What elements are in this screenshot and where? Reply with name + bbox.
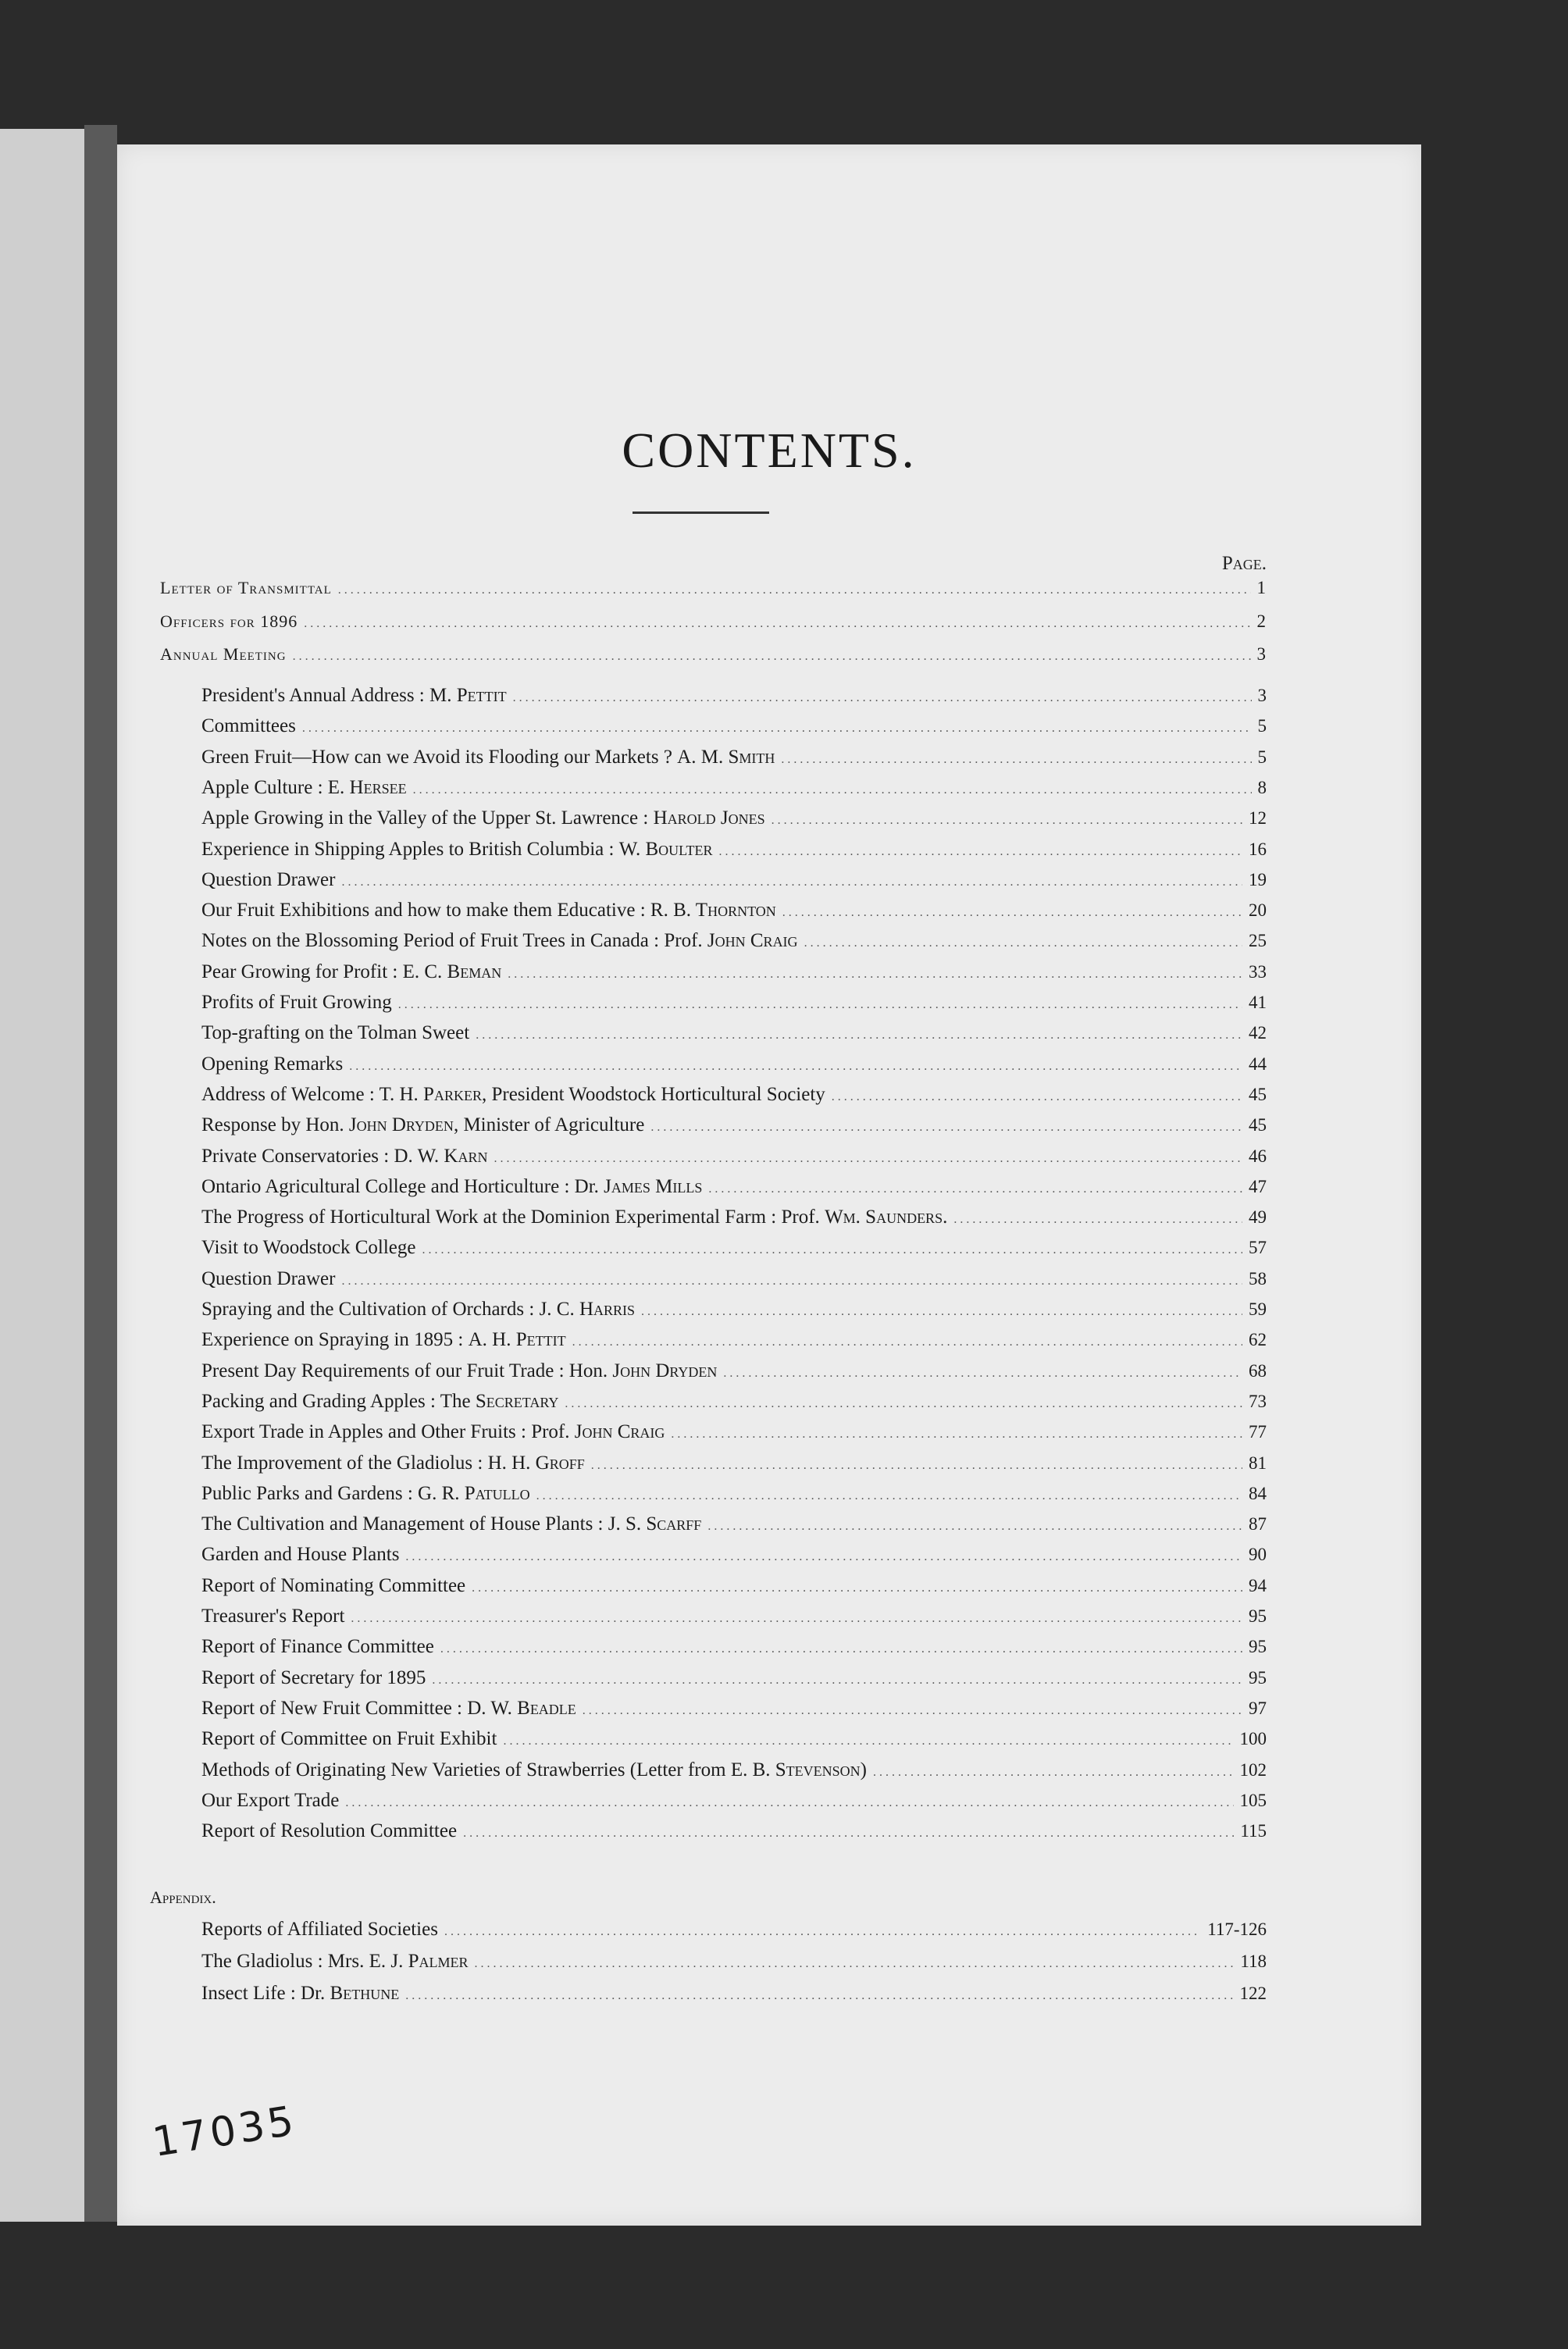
dot-leader (476, 1028, 1242, 1043)
toc-entry-text: Address of Welcome : T. H. (201, 1084, 424, 1105)
toc-entry-author: John Dryden (348, 1114, 454, 1135)
toc-entry (201, 1453, 1267, 1481)
toc-entry-page-number: 73 (1249, 1392, 1267, 1411)
dot-leader (474, 1957, 1234, 1971)
toc-entry (201, 1483, 1267, 1511)
toc-entry-title (201, 1207, 947, 1228)
dot-leader (293, 650, 1251, 664)
title-divider (633, 512, 769, 514)
dot-leader (405, 1550, 1242, 1564)
toc-entry-author: D. W. Karn (394, 1146, 488, 1167)
toc-entry-text: Report of New Fruit Committee : (201, 1698, 468, 1719)
dot-leader (440, 1642, 1242, 1656)
dot-leader (513, 691, 1252, 705)
toc-entry-title (201, 715, 296, 737)
dot-leader (302, 722, 1252, 736)
toc-entry (201, 1698, 1267, 1726)
toc-entry-page-number: 97 (1249, 1698, 1267, 1718)
toc-entry-title (160, 644, 287, 665)
toc-entry-text: Visit to Woodstock College (201, 1237, 416, 1258)
toc-entry (201, 839, 1267, 867)
toc-entry-page-number: 8 (1257, 778, 1267, 797)
toc-entry-text: Report of Secretary for 1895 (201, 1667, 426, 1688)
toc-entry-page-number: 3 (1257, 686, 1267, 705)
toc-entry-page-number: 122 (1239, 1984, 1267, 2003)
toc-entry-author: E. Hersee (327, 777, 407, 798)
contents-page (117, 144, 1421, 2226)
toc-entry-page-number: 84 (1249, 1484, 1267, 1503)
toc-entry-author: John Dryden (612, 1360, 718, 1381)
dot-leader (503, 1734, 1233, 1748)
toc-entry-author: Wm. Saunders. (825, 1207, 948, 1228)
handwritten-note: 17035 (149, 2097, 300, 2167)
toc-entry-title (201, 1606, 344, 1627)
toc-entry-page-number: 46 (1249, 1146, 1267, 1166)
toc-entry-author: R. B. Thornton (650, 900, 776, 921)
toc-entry (201, 1114, 1267, 1142)
dot-leader (341, 875, 1242, 889)
dot-leader (413, 783, 1252, 797)
dot-leader (304, 617, 1250, 631)
dot-leader (782, 906, 1242, 920)
toc-entry (201, 1299, 1267, 1327)
toc-entry-page-number: 47 (1249, 1177, 1267, 1196)
toc-entry-text: Experience on Spraying in 1895 : (201, 1329, 469, 1350)
toc-entry (201, 1268, 1267, 1296)
toc-entry-page-number: 100 (1239, 1729, 1267, 1748)
toc-entry-author: John Craig (707, 930, 798, 951)
toc-entry-text: Response by Hon. (201, 1114, 349, 1135)
toc-entry (201, 900, 1267, 928)
toc-entry-page-number: 12 (1249, 808, 1267, 828)
toc-entry-title (201, 685, 507, 707)
toc-entry-text: The Gladiolus : Mrs. (201, 1951, 369, 1972)
toc-entry-page-number: 41 (1249, 993, 1267, 1012)
toc-entry-text: Treasurer's Report (201, 1606, 345, 1627)
toc-entry (201, 685, 1267, 713)
toc-entry-title (201, 1820, 457, 1842)
toc-entry-author: Bethune (330, 1983, 400, 2004)
toc-entry-author: John Craig (574, 1421, 665, 1442)
toc-entry-page-number: 42 (1249, 1023, 1267, 1043)
toc-entry-title (201, 1951, 468, 1973)
toc-entry (201, 1575, 1267, 1603)
toc-entry-text: Our Export Trade (201, 1790, 340, 1811)
toc-entry-text: Garden and House Plants (201, 1544, 400, 1565)
toc-entry-title (201, 1084, 825, 1106)
toc-entry-page-number: 90 (1249, 1545, 1267, 1564)
toc-entry-text: Experience in Shipping Apples to British Columbia : (201, 839, 619, 860)
dot-leader (349, 1060, 1242, 1074)
toc-entry-title (201, 1453, 585, 1474)
toc-entry-author: E. J. Palmer (369, 1951, 469, 1972)
toc-entry-text: Top-grafting on the Tolman Sweet (201, 1022, 470, 1043)
toc-entry-text: The Cultivation and Management of House Plants : (201, 1513, 608, 1535)
dot-leader (341, 1274, 1242, 1289)
toc-entry-page-number: 19 (1249, 870, 1267, 889)
toc-entry (160, 578, 1267, 603)
dot-leader (565, 1397, 1242, 1411)
dot-leader (422, 1243, 1243, 1257)
toc-entry-title (201, 1146, 487, 1167)
toc-entry (201, 1053, 1267, 1082)
toc-entry-text: Apple Culture : (201, 777, 328, 798)
toc-entry-text: Annual Meeting (160, 644, 287, 664)
toc-entry-page-number: 105 (1239, 1791, 1267, 1810)
toc-entry-text: Our Fruit Exhibitions and how to make them Educative : (201, 900, 650, 921)
dot-leader (650, 1121, 1242, 1135)
toc-entry (201, 1951, 1267, 1979)
toc-entry-page-number: 68 (1249, 1361, 1267, 1381)
dot-leader (463, 1827, 1234, 1841)
toc-entry-text: Methods of Originating New Varieties of Strawberries (Letter from E. B. (201, 1759, 775, 1780)
toc-entry (201, 1919, 1267, 1947)
toc-entry (201, 1084, 1267, 1112)
toc-entry-text: Opening Remarks (201, 1053, 344, 1075)
toc-entry-text: Question Drawer (201, 1268, 336, 1289)
toc-entry-title (201, 747, 775, 768)
dot-leader (351, 1612, 1242, 1626)
toc-entry-text: Question Drawer (201, 869, 336, 890)
dot-leader (472, 1581, 1242, 1595)
dot-leader (804, 936, 1242, 950)
dot-leader (719, 845, 1242, 859)
toc-entry-page-number: 5 (1257, 716, 1267, 736)
dot-leader (641, 1305, 1242, 1319)
toc-entry (201, 1176, 1267, 1204)
toc-entry-title (201, 1237, 416, 1259)
toc-entry-title (201, 1667, 426, 1689)
toc-entry-suffix: , President Woodstock Horticultural Society (481, 1084, 825, 1105)
dot-leader (536, 1489, 1242, 1503)
toc-entry (201, 1606, 1267, 1634)
toc-entry-title (201, 869, 335, 891)
toc-entry (201, 807, 1267, 836)
toc-entry-text: Export Trade in Apples and Other Fruits : Prof. (201, 1421, 575, 1442)
toc-entry-page-number: 59 (1249, 1299, 1267, 1319)
toc-entry-author: H. H. Groff (487, 1453, 585, 1474)
toc-entry-page-number: 57 (1249, 1238, 1267, 1257)
toc-entry-title (201, 1053, 343, 1075)
toc-entry-page-number: 118 (1240, 1952, 1267, 1971)
toc-entry-text: Present Day Requirements of our Fruit Trade : Hon. (201, 1360, 613, 1381)
toc-entry (201, 1544, 1267, 1572)
toc-entry-page-number: 33 (1249, 962, 1267, 982)
toc-entry-title (201, 1544, 399, 1566)
toc-entry-title (201, 1268, 335, 1290)
toc-entry-text: Packing and Grading Apples : The (201, 1391, 476, 1412)
toc-entry-title (201, 1360, 717, 1382)
toc-entry-page-number: 44 (1249, 1054, 1267, 1074)
toc-entry-text: The Progress of Horticultural Work at the Dominion Experimental Farm : Prof. (201, 1207, 825, 1228)
toc-entry-author: A. M. Smith (677, 747, 775, 768)
dot-leader (432, 1674, 1242, 1688)
toc-entry-page-number: 3 (1256, 644, 1267, 664)
toc-entry-text: The Improvement of the Gladiolus : (201, 1453, 488, 1474)
toc-entry-title (201, 1391, 558, 1413)
toc-entry-page-number: 16 (1249, 839, 1267, 859)
toc-entry-author: D. W. Beadle (467, 1698, 576, 1719)
toc-entry-author: E. C. Beman (402, 961, 502, 982)
book-spine (84, 125, 117, 2222)
toc-entry (201, 1513, 1267, 1542)
toc-entry-text: Committees (201, 715, 296, 736)
toc-entry (201, 715, 1267, 743)
toc-entry-author: Harold Jones (653, 807, 765, 829)
toc-entry-title (201, 930, 798, 952)
toc-entry (201, 1360, 1267, 1388)
dot-leader (398, 998, 1242, 1012)
facing-page-edge (0, 129, 94, 2222)
toc-entry-title (160, 578, 332, 598)
dot-leader (572, 1335, 1242, 1349)
toc-entry-text: Private Conservatories : (201, 1146, 394, 1167)
toc-entry-title (201, 1483, 530, 1505)
toc-entry (201, 1636, 1267, 1664)
toc-entry (201, 1391, 1267, 1419)
toc-entry (201, 1146, 1267, 1174)
toc-entry-author: M. Pettit (429, 685, 507, 706)
toc-entry-suffix: ) (860, 1759, 867, 1780)
toc-entry-title (201, 777, 407, 799)
toc-entry-text: Apple Growing in the Valley of the Upper St. Lawrence : (201, 807, 654, 829)
appendix-heading: Appendix. (150, 1887, 216, 1907)
toc-entry-page-number: 49 (1249, 1207, 1267, 1227)
toc-entry (201, 961, 1267, 989)
toc-entry-author: J. S. Scarff (608, 1513, 702, 1535)
toc-entry-author: A. H. Pettit (468, 1329, 566, 1350)
toc-entry-page-number: 20 (1249, 900, 1267, 920)
dot-leader (583, 1704, 1242, 1718)
toc-entry-text: Pear Growing for Profit : (201, 961, 403, 982)
toc-entry-page-number: 45 (1249, 1085, 1267, 1104)
dot-leader (671, 1428, 1242, 1442)
toc-entry-text: President's Annual Address : (201, 685, 429, 706)
toc-entry-author: Secretary (475, 1391, 559, 1412)
toc-entry-page-number: 95 (1249, 1637, 1267, 1656)
toc-entry-page-number: 77 (1249, 1422, 1267, 1442)
toc-entry-page-number: 45 (1249, 1115, 1267, 1135)
toc-entry-page-number: 5 (1257, 747, 1267, 767)
toc-entry-title (201, 1698, 576, 1720)
toc-entry-title (201, 807, 765, 829)
toc-entry-title (201, 900, 776, 921)
toc-entry (201, 1728, 1267, 1756)
dot-leader (345, 1796, 1233, 1810)
toc-entry-page-number: 81 (1249, 1453, 1267, 1473)
toc-entry-text: Report of Finance Committee (201, 1636, 434, 1657)
toc-entry (201, 747, 1267, 775)
toc-entry-title (201, 1575, 465, 1597)
toc-entry-page-number: 95 (1249, 1606, 1267, 1626)
dot-leader (953, 1213, 1242, 1227)
toc-entry-page-number: 115 (1240, 1821, 1267, 1841)
toc-entry-text: Green Fruit—How can we Avoid its Flooding our Markets ? (201, 747, 678, 768)
dot-leader (873, 1766, 1234, 1780)
dot-leader (723, 1367, 1242, 1381)
toc-entry (160, 611, 1267, 636)
toc-entry-page-number: 1 (1256, 578, 1267, 597)
toc-entry-title (160, 611, 298, 632)
toc-entry-text: Notes on the Blossoming Period of Fruit Trees in Canada : Prof. (201, 930, 707, 951)
toc-entry-text: Reports of Affiliated Societies (201, 1919, 438, 1940)
toc-entry (201, 1759, 1267, 1788)
page-column-header: Page. (1221, 553, 1267, 574)
toc-entry-title (201, 1759, 867, 1781)
dot-leader (591, 1459, 1242, 1473)
toc-entry-page-number: 2 (1256, 611, 1267, 631)
toc-entry-title (201, 1919, 438, 1941)
toc-entry-text: Report of Resolution Committee (201, 1820, 458, 1841)
toc-entry-page-number: 95 (1249, 1668, 1267, 1688)
dot-leader (781, 753, 1251, 767)
toc-entry-page-number: 25 (1249, 931, 1267, 950)
toc-entry-title (201, 1790, 339, 1812)
toc-entry (201, 1820, 1267, 1848)
toc-entry-page-number: 102 (1239, 1760, 1267, 1780)
toc-entry-title (201, 1329, 566, 1351)
toc-entry-title (201, 1513, 701, 1535)
toc-entry-page-number: 62 (1249, 1330, 1267, 1349)
toc-entry-title (201, 1728, 497, 1750)
toc-entry-text: Profits of Fruit Growing (201, 992, 392, 1013)
toc-entry (201, 930, 1267, 958)
toc-entry (160, 644, 1267, 669)
toc-entry-author: James Mills (604, 1176, 703, 1197)
toc-entry-title (201, 992, 392, 1014)
toc-entry-text: Insect Life : Dr. (201, 1983, 330, 2004)
dot-leader (772, 814, 1242, 828)
toc-entry-title (201, 1636, 434, 1658)
toc-entry (201, 1667, 1267, 1695)
toc-entry-text: Report of Committee on Fruit Exhibit (201, 1728, 497, 1749)
toc-entry-text: Letter of Transmittal (160, 578, 332, 597)
toc-entry (201, 869, 1267, 897)
toc-entry-page-number: 117-126 (1207, 1919, 1267, 1939)
toc-entry-title (201, 1176, 702, 1198)
toc-entry-title (201, 1114, 644, 1136)
toc-entry-suffix: , Minister of Agriculture (453, 1114, 645, 1135)
toc-entry (201, 1329, 1267, 1357)
toc-entry (201, 777, 1267, 805)
toc-entry-page-number: 94 (1249, 1576, 1267, 1595)
toc-entry-page-number: 87 (1249, 1514, 1267, 1534)
toc-entry-author: Parker (423, 1084, 482, 1105)
toc-entry-text: Public Parks and Gardens : (201, 1483, 419, 1504)
toc-entry (201, 1022, 1267, 1050)
toc-entry (201, 1207, 1267, 1235)
toc-entry-text: Spraying and the Cultivation of Orchards : (201, 1299, 540, 1320)
toc-entry-page-number: 58 (1249, 1269, 1267, 1289)
toc-entry-title (201, 1421, 665, 1443)
toc-entry-author: J. C. Harris (539, 1299, 636, 1320)
toc-entry-title (201, 1983, 399, 2005)
toc-entry-title (201, 839, 713, 861)
dot-leader (708, 1182, 1242, 1196)
toc-entry-text: Report of Nominating Committee (201, 1575, 466, 1596)
toc-entry-title (201, 1022, 469, 1044)
dot-leader (508, 968, 1242, 982)
dot-leader (707, 1520, 1242, 1534)
toc-entry-author: G. R. Patullo (418, 1483, 530, 1504)
dot-leader (405, 1989, 1233, 2003)
toc-entry (201, 1983, 1267, 2011)
dot-leader (338, 583, 1251, 597)
toc-entry (201, 1790, 1267, 1818)
dot-leader (832, 1090, 1242, 1104)
toc-entry-author: Stevenson (775, 1759, 861, 1780)
toc-entry (201, 1421, 1267, 1449)
toc-entry-author: W. Boulter (618, 839, 713, 860)
toc-entry-title (201, 961, 501, 983)
toc-entry-text: Ontario Agricultural College and Horticulture : Dr. (201, 1176, 604, 1197)
toc-entry (201, 1237, 1267, 1265)
page-title: CONTENTS. (622, 422, 917, 478)
dot-leader (494, 1152, 1242, 1166)
toc-entry-text: Officers for 1896 (160, 611, 298, 631)
toc-entry (201, 992, 1267, 1020)
dot-leader (444, 1925, 1201, 1939)
toc-entry-title (201, 1299, 635, 1321)
